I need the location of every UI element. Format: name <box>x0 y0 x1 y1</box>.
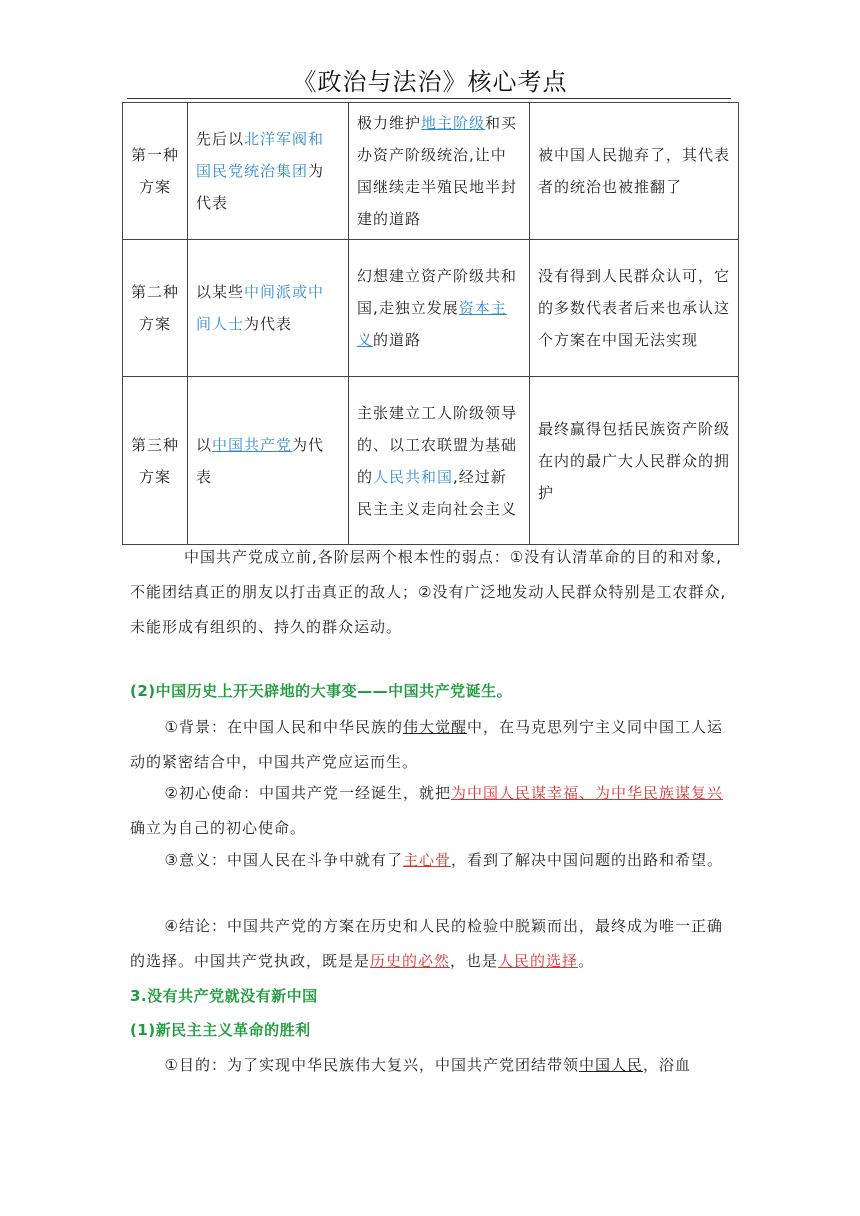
goal-text: ，浴血 <box>642 1056 691 1074</box>
meaning-paragraph <box>130 843 730 878</box>
conclusion-text: ，也是 <box>450 952 499 970</box>
content-text: 极力维护 <box>357 114 422 132</box>
conclusion-text: ④结论：中国共产党的方案在历史和人民的检验中脱颖而出，最终成为唯一正确的选择。中国共产党执政，既是是 <box>130 917 723 970</box>
result-text: 没有得到人民群众认可，它的多数代表者后来也承认这个方案在中国无法实现 <box>538 267 731 349</box>
rep-text: 以某些 <box>196 283 245 301</box>
representative-cell <box>188 240 349 377</box>
rep-text: 以 <box>196 435 213 454</box>
page-title: 《政治与法治》核心考点 <box>292 68 568 96</box>
mission-highlight: 为中国人民谋幸福、为中华民族谋复兴 <box>450 784 723 802</box>
content-cell <box>349 103 530 240</box>
content-cell <box>349 377 530 545</box>
plan-name-cell <box>123 103 188 240</box>
section3-subheading: (1)新民主主义革命的胜利 <box>130 1021 311 1039</box>
plan-name: 第三种方案 <box>130 435 179 486</box>
rep-text: 为代表 <box>196 435 325 486</box>
mission-text: 确立为自己的初心使命。 <box>130 819 307 837</box>
background-paragraph <box>130 710 730 780</box>
rep-highlight: 北洋军阀和国民党统治集团 <box>196 130 325 180</box>
meaning-text: ③意义：中国人民在斗争中就有了 <box>164 851 403 869</box>
mission-text: ②初心使命：中国共产党一经诞生，就把 <box>164 784 451 802</box>
representative-cell <box>188 103 349 240</box>
plan-name: 第二种方案 <box>130 283 179 333</box>
content-text: 的道路 <box>373 331 422 349</box>
rep-highlight: 中间派或中间人士 <box>196 283 325 333</box>
mission-paragraph <box>130 776 730 846</box>
table-row <box>123 377 739 545</box>
section3-heading: 3.没有共产党就没有新中国 <box>130 987 318 1005</box>
bg-highlight: 伟大觉醒 <box>402 718 467 736</box>
rep-text: 为代表 <box>244 315 293 333</box>
title-divider <box>127 98 731 99</box>
plan-name-cell <box>123 377 188 545</box>
conclusion-highlight: 人民的选择 <box>498 952 579 970</box>
table-row <box>123 103 739 240</box>
result-cell <box>530 240 739 377</box>
plan-name: 第一种方案 <box>130 146 179 196</box>
bg-text: ①背景：在中国人民和中华民族的 <box>164 718 403 736</box>
meaning-highlight: 主心骨 <box>402 851 451 869</box>
three-plans-table <box>122 102 739 545</box>
result-cell <box>530 377 739 545</box>
content-text: 主张建立工人阶级领导的、以工农联盟为基础的 <box>357 403 518 486</box>
rep-text: 为代表 <box>196 162 325 212</box>
content-text: 和买办资产阶级统治,让中国继续走半殖民地半封建的道路 <box>357 114 518 228</box>
content-highlight: 人民共和国 <box>373 467 454 486</box>
rep-text: 先后以 <box>196 130 245 148</box>
content-cell <box>349 240 530 377</box>
result-text: 被中国人民抛弃了，其代表者的统治也被推翻了 <box>538 146 731 196</box>
table-row <box>123 240 739 377</box>
section2-heading: (2)中国历史上开天辟地的大事变——中国共产党诞生。 <box>130 682 513 700</box>
content-text: ,经过新民主主义走向社会主义 <box>357 467 518 518</box>
content-text: 幻想建立资产阶级共和国,走独立发展 <box>357 267 518 317</box>
meaning-text: ，看到了解决中国问题的出路和希望。 <box>450 851 723 869</box>
rep-highlight: 中国共产党 <box>212 435 293 454</box>
result-text: 最终赢得包括民族资产阶级在内的最广大人民群众的拥护 <box>538 419 731 502</box>
plan-name-cell <box>123 240 188 377</box>
conclusion-text: 。 <box>578 952 595 970</box>
bg-text: 中，在马克思列宁主义同中国工人运动的紧密结合中，中国共产党应运而生。 <box>130 718 723 771</box>
weakness-paragraph: 中国共产党成立前,各阶层两个根本性的弱点：①没有认清革命的目的和对象,不能团结真正的朋友以打击真正的敌人；②没有广泛地发动人民群众特别是工农群众,未能形成有组织的、持久的群众运动。 <box>130 548 727 636</box>
goal-text: ①目的：为了实现中华民族伟大复兴，中国共产党团结带领 <box>164 1056 579 1074</box>
goal-paragraph <box>130 1048 730 1083</box>
conclusion-highlight: 历史的必然 <box>370 952 451 970</box>
content-highlight: 地主阶级 <box>421 114 486 132</box>
conclusion-paragraph <box>130 909 730 979</box>
result-cell <box>530 103 739 240</box>
representative-cell <box>188 377 349 545</box>
goal-highlight: 中国人民 <box>578 1056 643 1074</box>
content-highlight: 资本主义 <box>357 299 507 349</box>
